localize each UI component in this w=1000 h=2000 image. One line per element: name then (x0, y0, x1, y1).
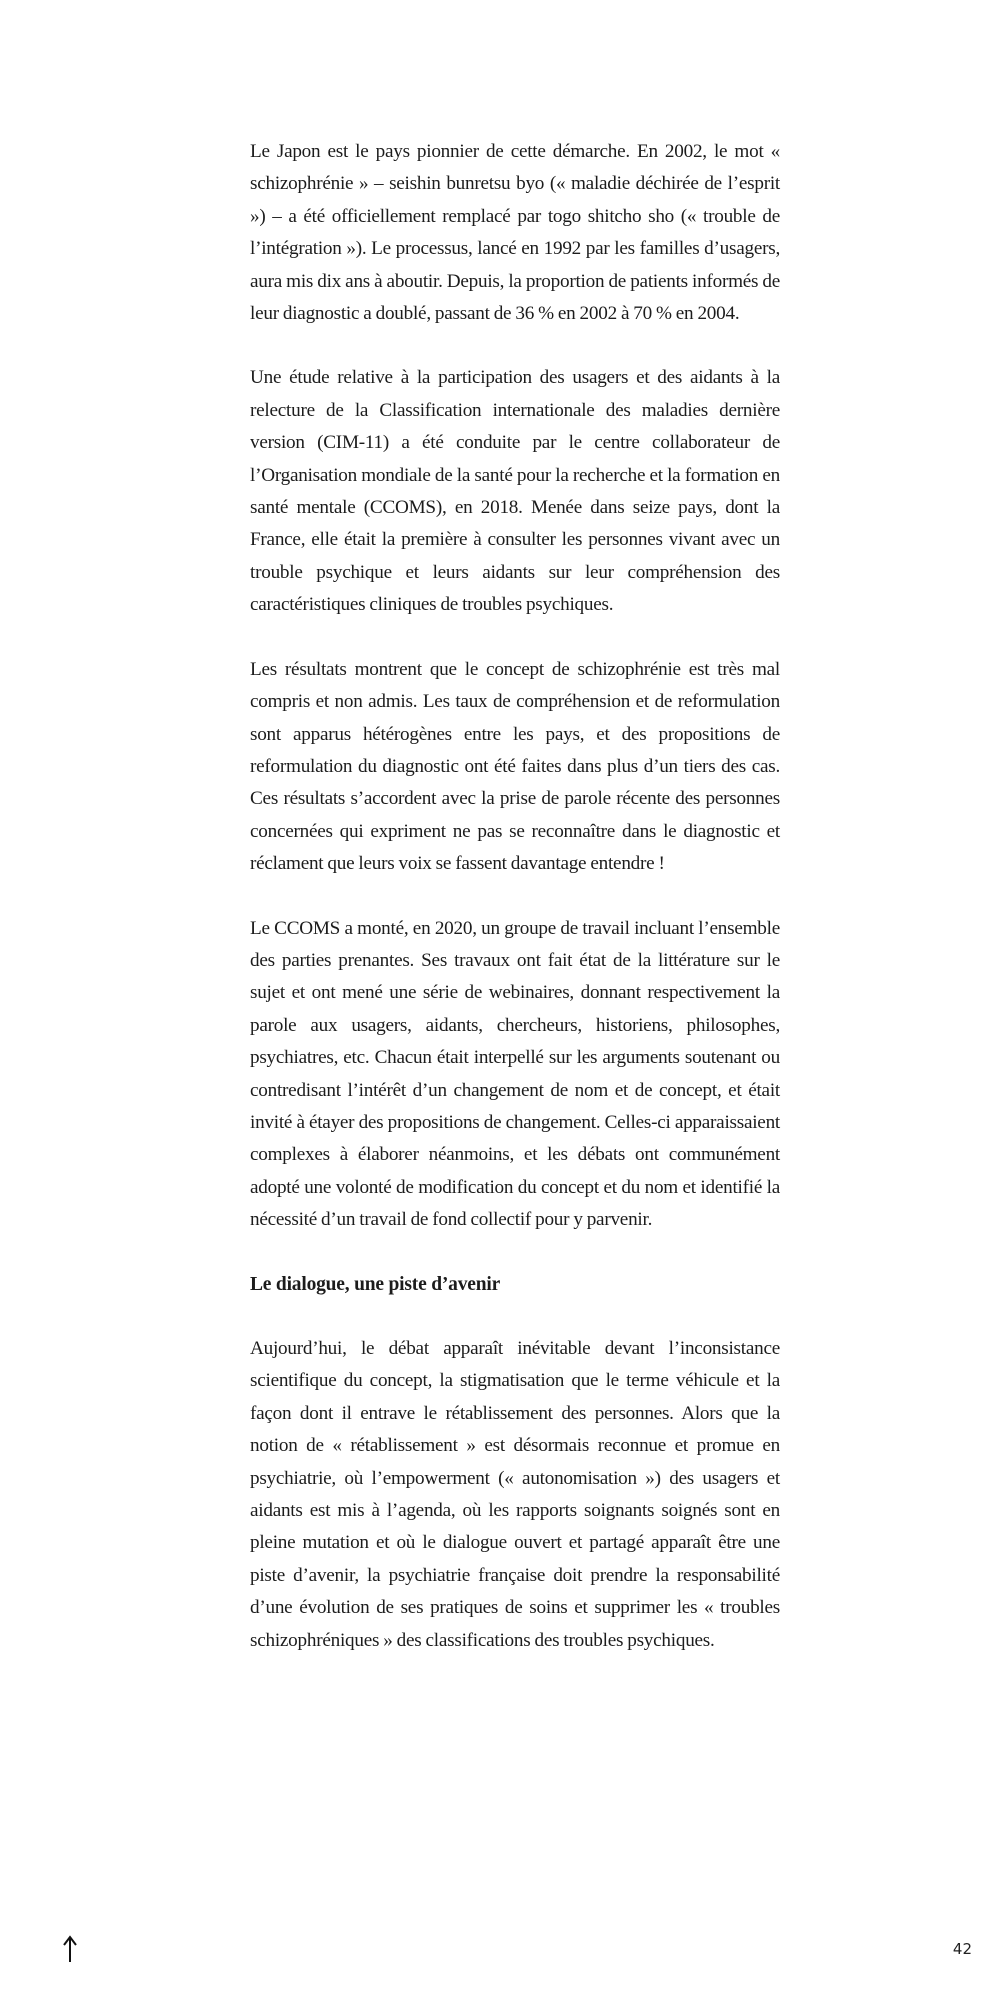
paragraph-study-cim11: Une étude relative à la participation des usagers et des aidants à la relecture de la Classification internationale des maladies dernière version (CIM-11) a été conduite par le centre collaborateur de l’Organisation mondiale de la santé pour la recherche et la formation en santé mentale (CCOMS), en 2018. Menée dans seize pays, dont la France, elle était la première à consulter les personnes vivant avec un trouble psychique et leurs aidants sur leur compréhension des caractéristiques cliniques de troubles psychiques. (250, 367, 780, 616)
arrow-up-icon[interactable] (60, 1934, 80, 1964)
paragraph-ccoms-working-group: Le CCOMS a monté, en 2020, un groupe de travail incluant l’ensemble des parties prenantes. Ses travaux ont fait état de la littérature sur le sujet et ont mené une série de webinaires, donnant respectivement la parole aux usagers, aidants, chercheurs, historiens, philosophes, psychiatres, etc. Chacun était interpellé sur les arguments soutenant ou contredisant l’intérêt d’un changement de nom et de concept, et était invité à étayer des propositions de changement. Celles-ci apparaissaient complexes à élaborer néanmoins, et les débats ont communément adopté une volonté de modification du concept et du nom et identifié la nécessité d’un travail de fond collectif pour y parvenir. (250, 917, 780, 1231)
section-heading: Le dialogue, une piste d’avenir (250, 1273, 501, 1295)
paragraph-japan: Le Japon est le pays pionnier de cette démarche. En 2002, le mot « schizophrénie » – seishin bunretsu byo (« maladie déchirée de l’esprit ») – a été officiellement remplacé par togo shitcho sho (« trouble de l’intégration »). Le processus, lancé en 1992 par les familles d’usagers, aura mis dix ans à aboutir. Depuis, la proportion de patients informés de leur diagnostic a doublé, passant de 36 % en 2002 à 70 % en 2004. (250, 141, 780, 325)
page-number: 42 (952, 1940, 972, 1958)
article-body (250, 136, 780, 1689)
paragraph-results: Les résultats montrent que le concept de schizophrénie est très mal compris et non admis. Les taux de compréhension et de reformulation sont apparus hétérogènes entre les pays, et des propositions de reformulation du diagnostic ont été faites dans plus d’un tiers des cas. Ces résultats s’accordent avec la prise de parole récente des personnes concernées qui expriment ne pas se reconnaître dans le diagnostic et réclament que leurs voix se fassent davantage entendre ! (250, 658, 780, 875)
paragraph-conclusion: Aujourd’hui, le débat apparaît inévitable devant l’inconsistance scientifique du concept, la stigmatisation que le terme véhicule et la façon dont il entrave le rétablissement des personnes. Alors que la notion de « rétablissement » est désormais reconnue et promue en psychiatrie, où l’empowerment (« autonomisation ») des usagers et aidants est mis à l’agenda, où les rapports soignants soignés sont en pleine mutation et où le dialogue ouvert et partagé apparaît être une piste d’avenir, la psychiatrie française doit prendre la responsabilité d’une évolution de ses pratiques de soins et supprimer les « troubles schizophréniques » des classifications des troubles psychiques. (250, 1338, 780, 1651)
